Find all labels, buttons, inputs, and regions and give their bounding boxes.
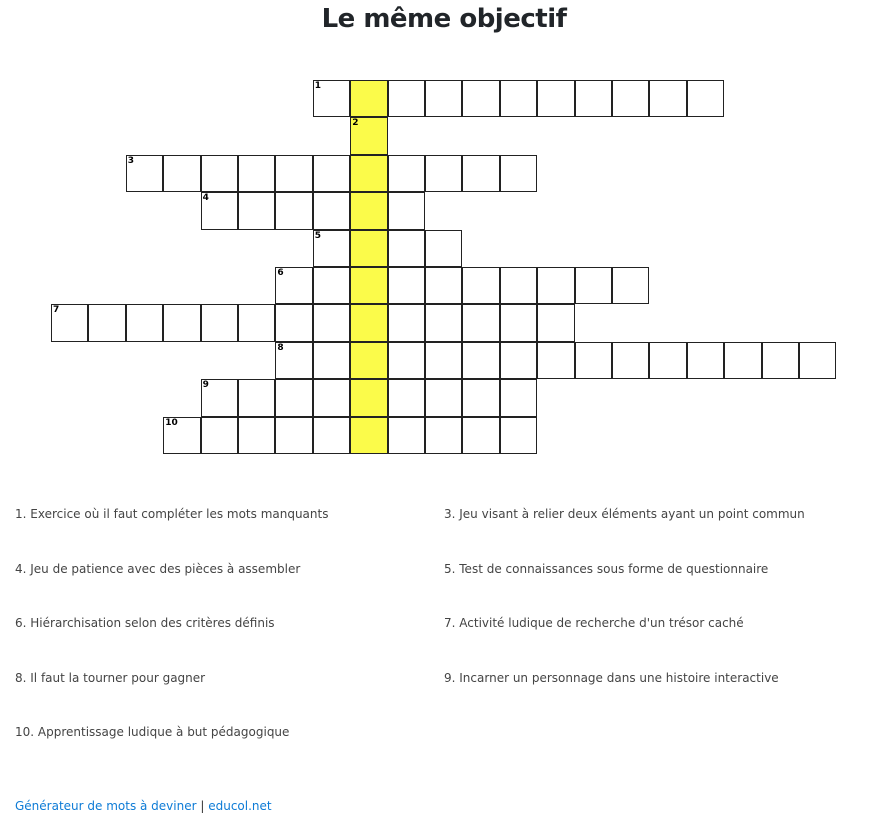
grid-cell[interactable] [500,304,537,341]
grid-cell[interactable] [238,192,275,229]
grid-cell[interactable] [388,379,425,416]
grid-cell[interactable] [575,80,612,117]
grid-cell[interactable] [388,417,425,454]
grid-cell[interactable] [313,379,350,416]
grid-cell[interactable] [462,80,499,117]
generator-link[interactable]: Générateur de mots à deviner [15,799,197,813]
grid-cell[interactable] [724,342,761,379]
grid-cell[interactable] [238,155,275,192]
grid-cell[interactable] [462,267,499,304]
page-title: Le même objectif [321,4,567,34]
clue-5: 5. Test de connaissances sous forme de questionnaire [444,561,769,576]
grid-cell[interactable] [313,155,350,192]
footer [15,799,272,813]
grid-cell[interactable] [350,192,387,229]
grid-cell[interactable] [462,304,499,341]
grid-cell[interactable] [238,379,275,416]
grid-cell[interactable] [425,155,462,192]
grid-cell[interactable] [275,267,312,304]
grid-cell[interactable] [537,304,574,341]
grid-cell[interactable] [388,304,425,341]
grid-cell[interactable] [350,230,387,267]
grid-cell[interactable] [163,417,200,454]
clue-4: 4. Jeu de patience avec des pièces à assembler [15,561,301,576]
grid-cell[interactable] [575,342,612,379]
grid-cell[interactable] [313,80,350,117]
clue-6: 6. Hiérarchisation selon des critères définis [15,616,275,630]
grid-cell[interactable] [313,342,350,379]
grid-cell[interactable] [313,267,350,304]
grid-cell[interactable] [649,80,686,117]
grid-cell[interactable] [275,379,312,416]
grid-cell[interactable] [425,342,462,379]
grid-cell[interactable] [201,379,238,416]
grid-cell[interactable] [163,155,200,192]
grid-cell[interactable] [238,417,275,454]
clue-1: 1. Exercice où il faut compléter les mots manquants [15,507,329,521]
grid-cell[interactable] [425,80,462,117]
grid-cell[interactable] [462,155,499,192]
grid-cell[interactable] [350,342,387,379]
clue-9: 9. Incarner un personnage dans une histoire interactive [444,670,779,685]
grid-cell[interactable] [275,192,312,229]
clue-number: 8 [277,342,284,353]
grid-cell[interactable] [500,267,537,304]
grid-cell[interactable] [275,417,312,454]
clue-list [15,506,875,779]
grid-cell[interactable] [537,342,574,379]
grid-cell[interactable] [425,230,462,267]
clue-number: 1 [314,81,322,91]
grid-cell[interactable] [500,80,537,117]
clue-10: 10. Apprentissage ludique à but pédagogique [15,725,290,739]
grid-cell[interactable] [425,304,462,341]
grid-cell[interactable] [462,342,499,379]
grid-cell[interactable] [350,379,387,416]
clue-3: 3. Jeu visant à relier deux éléments ayant un point commun [444,507,805,521]
grid-cell[interactable] [350,155,387,192]
grid-cell[interactable] [350,304,387,341]
grid-cell[interactable] [388,80,425,117]
clue-number: 5 [314,230,322,241]
grid-cell[interactable] [201,304,238,341]
grid-cell[interactable] [163,304,200,341]
grid-cell[interactable] [238,304,275,341]
footer-separator: | [196,799,209,813]
grid-cell[interactable] [388,342,425,379]
grid-cell[interactable] [350,417,387,454]
grid-cell[interactable] [500,379,537,416]
grid-cell[interactable] [126,155,163,192]
grid-cell[interactable] [425,417,462,454]
grid-cell[interactable] [388,267,425,304]
grid-cell[interactable] [388,192,425,229]
grid-cell[interactable] [612,342,649,379]
clue-number: 6 [277,268,284,278]
grid-cell[interactable] [500,417,537,454]
grid-cell[interactable] [687,342,724,379]
grid-cell[interactable] [575,267,612,304]
grid-cell[interactable] [201,417,238,454]
clue-number: 7 [53,305,60,316]
clue-number: 10 [165,417,178,428]
grid-cell[interactable] [51,304,88,341]
grid-cell[interactable] [425,379,462,416]
grid-cell[interactable] [687,80,724,117]
grid-cell[interactable] [500,155,537,192]
grid-cell[interactable] [201,192,238,229]
clue-number: 4 [202,193,209,204]
grid-cell[interactable] [388,230,425,267]
clue-number: 9 [202,380,209,391]
grid-cell[interactable] [537,80,574,117]
grid-cell[interactable] [462,417,499,454]
grid-cell[interactable] [649,342,686,379]
grid-cell[interactable] [88,304,125,341]
grid-cell[interactable] [126,304,163,341]
grid-cell[interactable] [537,267,574,304]
grid-cell[interactable] [313,230,350,267]
grid-cell[interactable] [500,342,537,379]
grid-cell[interactable] [275,304,312,341]
clue-7: 7. Activité ludique de recherche d'un trésor caché [444,616,744,630]
grid-cell[interactable] [313,192,350,229]
grid-cell[interactable] [462,379,499,416]
grid-cell[interactable] [275,155,312,192]
grid-cell[interactable] [350,267,387,304]
grid-cell[interactable] [201,155,238,192]
grid-cell[interactable] [313,304,350,341]
grid-cell[interactable] [350,117,387,154]
grid-cell[interactable] [275,342,312,379]
grid-cell[interactable] [799,342,836,379]
grid-cell[interactable] [612,267,649,304]
clue-number: 2 [352,118,359,129]
grid-cell[interactable] [762,342,799,379]
educol-link[interactable]: educol.net [208,799,272,813]
clue-number: 3 [127,155,135,166]
grid-cell[interactable] [388,155,425,192]
grid-cell[interactable] [313,417,350,454]
grid-cell[interactable] [612,80,649,117]
grid-cell[interactable] [425,267,462,304]
grid-cell[interactable] [350,80,387,117]
clue-8: 8. Il faut la tourner pour gagner [15,670,206,685]
